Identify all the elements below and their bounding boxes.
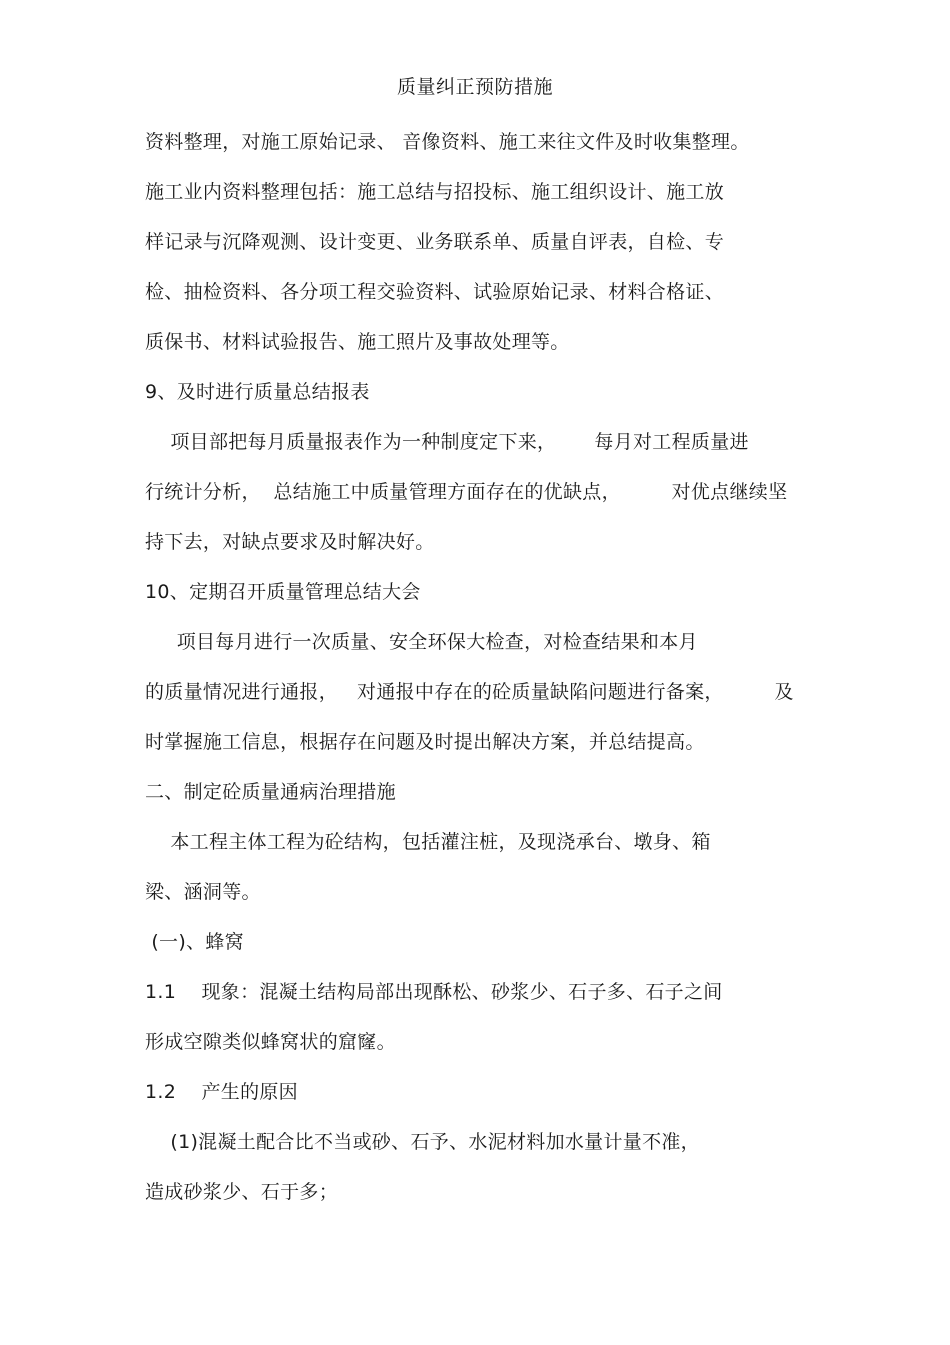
text-line: (1)混凝土配合比不当或砂、石予、水泥材料加水量计量不准， [145,1131,700,1153]
text-line: 梁、涵洞等。 [145,881,261,903]
page-title: 质量纠正预防措施 [396,76,553,98]
section-heading: 10、定期召开质量管理总结大会 [145,581,421,603]
text-line: 持下去，对缺点要求及时解决好。 [145,531,435,553]
text-line: 形成空隙类似蜂窝状的窟窿。 [145,1031,396,1053]
text-line: 的质量情况进行通报， 对通报中存在的砼质量缺陷问题进行备案， 及 [145,681,794,703]
section-heading: 二、制定砼质量通病治理措施 [145,781,396,803]
text-line: 质保书、材料试验报告、施工照片及事故处理等。 [145,331,570,353]
text-line: 资料整理，对施工原始记录、 音像资料、施工来往文件及时收集整理。 [145,131,750,153]
text-line: 本工程主体工程为砼结构，包括灌注桩，及现浇承台、墩身、箱 [145,831,711,853]
text-line: 检、抽检资料、各分项工程交验资料、试验原始记录、材料合格证、 [145,281,725,303]
subsection-heading: (一)、蜂窝 [145,931,244,953]
text-line: 施工业内资料整理包括：施工总结与招投标、施工组织设计、施工放 [145,181,725,203]
text-line: 时掌握施工信息，根据存在问题及时提出解决方案，并总结提高。 [145,731,705,753]
text-line: 行统计分析， 总结施工中质量管理方面存在的优缺点， 对优点继续坚 [145,481,788,503]
subsection-heading: 1.2 产生的原因 [145,1081,298,1103]
text-line: 样记录与沉降观测、设计变更、业务联系单、质量自评表，自检、专 [145,231,725,253]
text-line: 项目部把每月质量报表作为一种制度定下来， 每月对工程质量进 [145,431,749,453]
section-heading: 9、及时进行质量总结报表 [145,381,370,403]
text-line: 项目每月进行一次质量、安全环保大检查，对检查结果和本月 [145,631,698,653]
text-line: 造成砂浆少、石于多； [145,1181,339,1203]
text-line: 1.1 现象：混凝土结构局部出现酥松、砂浆少、石子多、石子之间 [145,981,723,1003]
